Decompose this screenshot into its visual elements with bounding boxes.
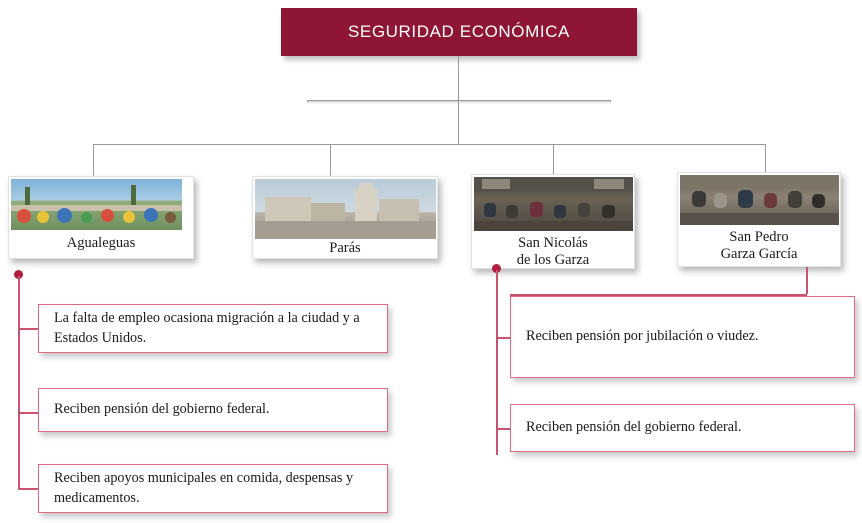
connector-drop-agualeguas — [93, 144, 94, 176]
left-note-connector-2 — [18, 412, 38, 414]
seniors-group-photo — [680, 175, 839, 225]
connector-drop-san-nicolas — [553, 144, 554, 174]
city-label-line-2: de los Garza — [516, 251, 590, 268]
left-notes-spine — [18, 276, 20, 488]
connector-distribution-bar — [93, 144, 765, 145]
city-card-san-pedro[interactable] — [677, 172, 841, 267]
city-label-line-2: Garza García — [720, 245, 798, 262]
left-note-connector-1 — [18, 328, 38, 330]
city-label-line-1: San Nicolás — [518, 235, 588, 251]
city-card-paras[interactable] — [252, 176, 438, 259]
note-left-1[interactable]: La falta de empleo ocasiona migración a la ciudad y a Estados Unidos. — [38, 304, 388, 353]
connector-drop-paras — [330, 144, 331, 176]
note-right-1[interactable]: Reciben pensión por jubilación o viudez. — [510, 296, 855, 378]
town-plaza-photo — [11, 179, 182, 230]
city-card-agualeguas[interactable] — [8, 176, 194, 259]
meeting-room-photo — [474, 177, 633, 231]
right-note-connector-1 — [496, 337, 510, 339]
diagram-root-node — [281, 8, 637, 56]
city-label-line-1: San Pedro — [729, 229, 789, 245]
city-card-san-nicolas[interactable] — [471, 174, 635, 269]
city-label-paras: Parás — [329, 240, 361, 256]
left-note-connector-3 — [18, 488, 38, 490]
connector-drop-san-pedro — [765, 144, 766, 172]
city-label-san-pedro — [678, 229, 840, 262]
page-title: SEGURIDAD ECONÓMICA — [347, 22, 571, 41]
right-note-connector-2 — [496, 428, 510, 430]
church-street-photo — [255, 179, 436, 239]
note-left-2[interactable]: Reciben pensión del gobierno federal. — [38, 388, 388, 432]
note-left-3[interactable]: Reciben apoyos municipales en comida, despensas y medicamentos. — [38, 464, 388, 513]
right-branch-feed-vertical — [806, 267, 808, 294]
connector-bar-top-right-end — [610, 100, 611, 102]
connector-bar-top-left-end — [307, 100, 308, 102]
connector-trunk-vertical — [458, 56, 459, 100]
city-label-agualeguas: Agualeguas — [66, 235, 136, 251]
note-right-2[interactable]: Reciben pensión del gobierno federal. — [510, 404, 855, 452]
connector-trunk-vertical-2 — [458, 101, 459, 144]
